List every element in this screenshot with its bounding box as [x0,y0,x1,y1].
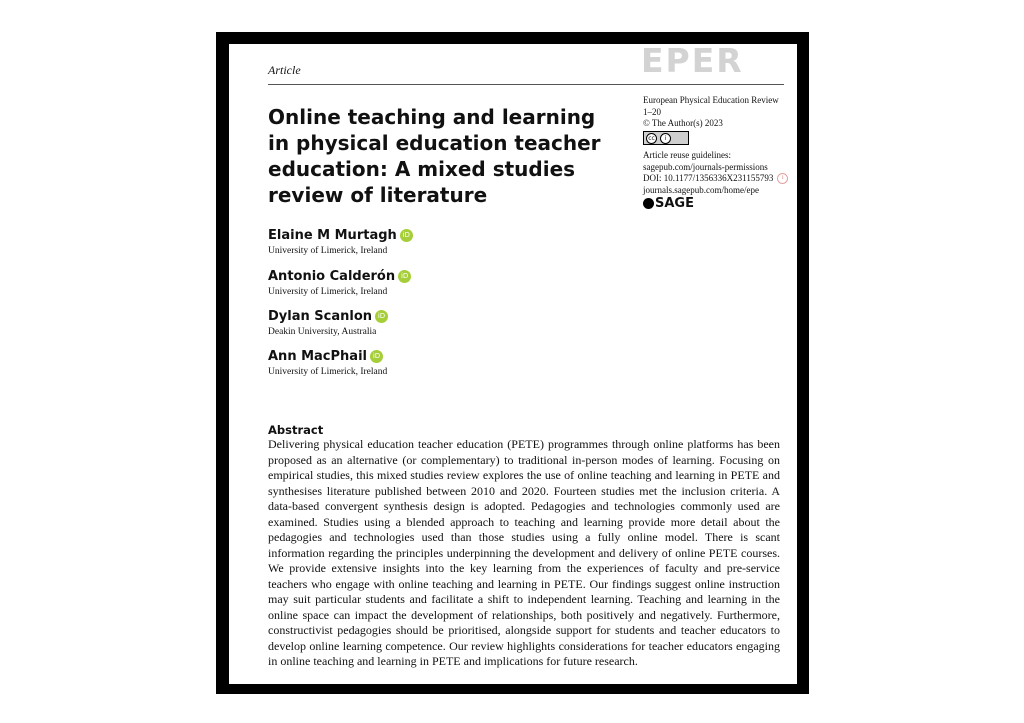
author-affiliation: Deakin University, Australia [268,327,377,337]
reuse-label: Article reuse guidelines: [643,150,731,160]
cc-by-icon[interactable] [643,131,689,145]
article-type-label: Article [268,63,301,77]
abstract-text: Delivering physical education teacher education (PETE) programmes through online platforms has been proposed as an alternative (or complementary) to traditional in-person modes of learning. Focusing on empirical studies, this mixed studies review explores the use of online teaching and learning in PETE and synthesises literature published between 2010 and 2020. Fourteen studies met the inclusion criteria. A data-based convergent synthesis design is adopted. Pedagogies and technologies commonly used are examined. Studies using a blended approach to teaching and learning provide more detail about the pedagogies and technologies used than those studies using a fully online model. There is scant information regarding the principles underpinning the development and delivery of online PETE courses. We provide extensive insights into the key learning from the experiences of faculty and pre-service teachers who engage with online teaching and learning in PETE. Our findings suggest online instruction may suit particular students and facilitate a shift to independent learning. Teaching and learning in the online space can impact the development of relationships, both positively and negatively. Furthermore, constructivist pedagogies should be prioritised, alongside support for students and teacher educators to develop online learning competence. Our review highlights considerations for teacher educators engaging in online teaching and learning in PETE and implications for future research. [268,437,780,668]
doi-row [643,173,793,185]
article-page [229,44,797,684]
article-meta [643,95,793,210]
author-block [268,227,608,257]
doi-link[interactable]: DOI: 10.1177/1356336X231155793 [643,173,774,183]
journal-logo: EPER [641,44,744,80]
sage-mark-icon [643,198,654,209]
copyright: © The Author(s) 2023 [643,118,723,128]
article-title: Online teaching and learning in physical education teacher education: A mixed studies review of literature [268,105,601,207]
orcid-icon[interactable]: iD [370,350,383,363]
author-name[interactable]: Ann MacPhail [268,348,367,364]
publisher-logo [643,198,793,210]
author-name[interactable]: Dylan Scanlon [268,308,373,324]
author-block [268,348,608,378]
reuse-link[interactable]: sagepub.com/journals-permissions [643,161,768,172]
by-icon: i [660,133,671,144]
page-range: 1–20 [643,106,661,117]
orcid-icon[interactable]: iD [375,310,388,323]
crossmark-icon[interactable]: i [777,173,788,184]
header-rule [268,84,784,85]
author-affiliation: University of Limerick, Ireland [268,367,388,377]
orcid-icon[interactable]: iD [400,229,413,242]
publisher-name: SAGE [655,196,694,211]
author-name[interactable]: Elaine M Murtagh [268,227,397,243]
author-block [268,268,608,298]
author-affiliation: University of Limerick, Ireland [268,246,388,256]
cc-icon: cc [646,133,657,144]
journal-name: European Physical Education Review [643,95,779,105]
author-affiliation: University of Limerick, Ireland [268,287,388,297]
author-name[interactable]: Antonio Calderón [268,268,396,284]
journal-link[interactable]: journals.sagepub.com/home/epe [643,184,759,195]
abstract-heading: Abstract [268,423,324,437]
orcid-icon[interactable]: iD [398,270,411,283]
author-block [268,308,608,338]
